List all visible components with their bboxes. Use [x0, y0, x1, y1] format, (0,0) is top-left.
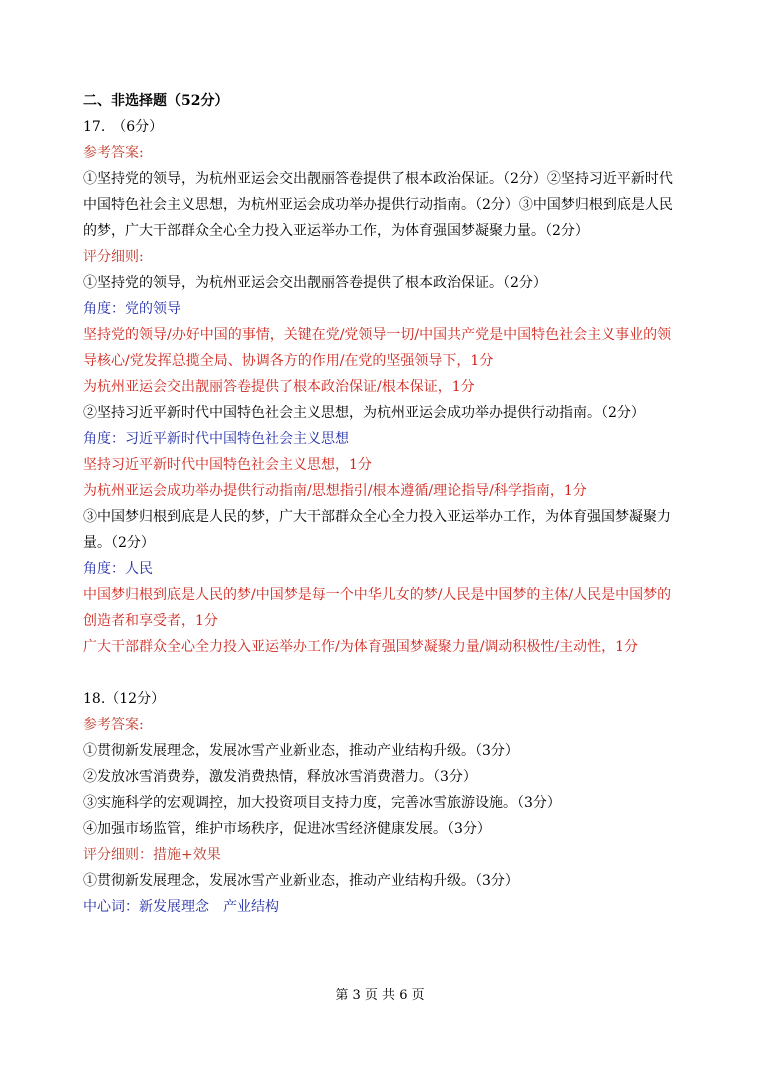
q17-item-3-point-1: 中国梦归根到底是人民的梦/中国梦是每一个中华儿女的梦/人民是中国梦的主体/人民是中国梦的创造者和享受者，1分: [83, 587, 672, 629]
q17-item-2-angle: 角度：习近平新时代中国特色社会主义思想: [83, 431, 349, 447]
page-content: [83, 88, 683, 920]
q17-header: 17. （6分）: [83, 119, 164, 135]
q18-rubric-label: 评分细则：措施+效果: [83, 847, 221, 863]
q17-item-2-point-2: 为杭州亚运会成功举办提供行动指南/思想指引/根本遵循/理论指导/科学指南，1分: [83, 483, 587, 499]
q18-reference-label: 参考答案:: [83, 717, 144, 733]
q17-item-2-point-1: 坚持习近平新时代中国特色社会主义思想，1分: [83, 457, 372, 473]
q18-header: 18.（12分）: [83, 691, 166, 707]
page-number-footer: 第 3 页 共 6 页: [335, 988, 425, 1003]
q17-item-3-angle: 角度：人民: [83, 561, 153, 577]
q17-reference-label: 参考答案:: [83, 145, 144, 161]
q17-item-1-point-1: 坚持党的领导/办好中国的事情，关键在党/党领导一切/中国共产党是中国特色社会主义事业的领导核心/党发挥总揽全局、协调各方的作用/在党的坚强领导下，1分: [83, 327, 672, 369]
q18-keywords: 中心词：新发展理念 产业结构: [83, 899, 279, 915]
q17-item-3-statement: ③中国梦归根到底是人民的梦，广大干部群众全心全力投入亚运举办工作，为体育强国梦凝聚力量。（2分）: [83, 509, 671, 551]
spacer: [83, 660, 683, 686]
q18-item-1-statement: ①贯彻新发展理念，发展冰雪产业新业态，推动产业结构升级。（3分）: [83, 873, 519, 889]
q17-item-1-point-2: 为杭州亚运会交出靓丽答卷提供了根本政治保证/根本保证，1分: [83, 379, 475, 395]
q17-item-1-statement: ①坚持党的领导，为杭州亚运会交出靓丽答卷提供了根本政治保证。（2分）: [83, 275, 547, 291]
section-title: 二、非选择题（52分）: [83, 93, 229, 109]
q18-reference-line-2: ②发放冰雪消费券，激发消费热情，释放冰雪消费潜力。（3分）: [83, 769, 477, 785]
q18-reference-line-4: ④加强市场监管，维护市场秩序，促进冰雪经济健康发展。（3分）: [83, 821, 491, 837]
q18-reference-line-1: ①贯彻新发展理念，发展冰雪产业新业态，推动产业结构升级。（3分）: [83, 743, 519, 759]
q18-reference-line-3: ③实施科学的宏观调控，加大投资项目支持力度，完善冰雪旅游设施。（3分）: [83, 795, 561, 811]
q17-reference-answer: ①坚持党的领导，为杭州亚运会交出靓丽答卷提供了根本政治保证。（2分）②坚持习近平新时代中国特色社会主义思想，为杭州亚运会成功举办提供行动指南。（2分）③中国梦归根到底是人民的梦，广大干部群众全心全力投入亚运举办工作，为体育强国梦凝聚力量。（2分）: [83, 171, 673, 239]
q17-item-3-point-2: 广大干部群众全心全力投入亚运举办工作/为体育强国梦凝聚力量/调动积极性/主动性，1分: [83, 639, 639, 655]
q17-item-1-angle: 角度：党的领导: [83, 301, 181, 317]
q17-item-2-statement: ②坚持习近平新时代中国特色社会主义思想，为杭州亚运会成功举办提供行动指南。（2分）: [83, 405, 645, 421]
q17-rubric-label: 评分细则:: [83, 249, 144, 265]
